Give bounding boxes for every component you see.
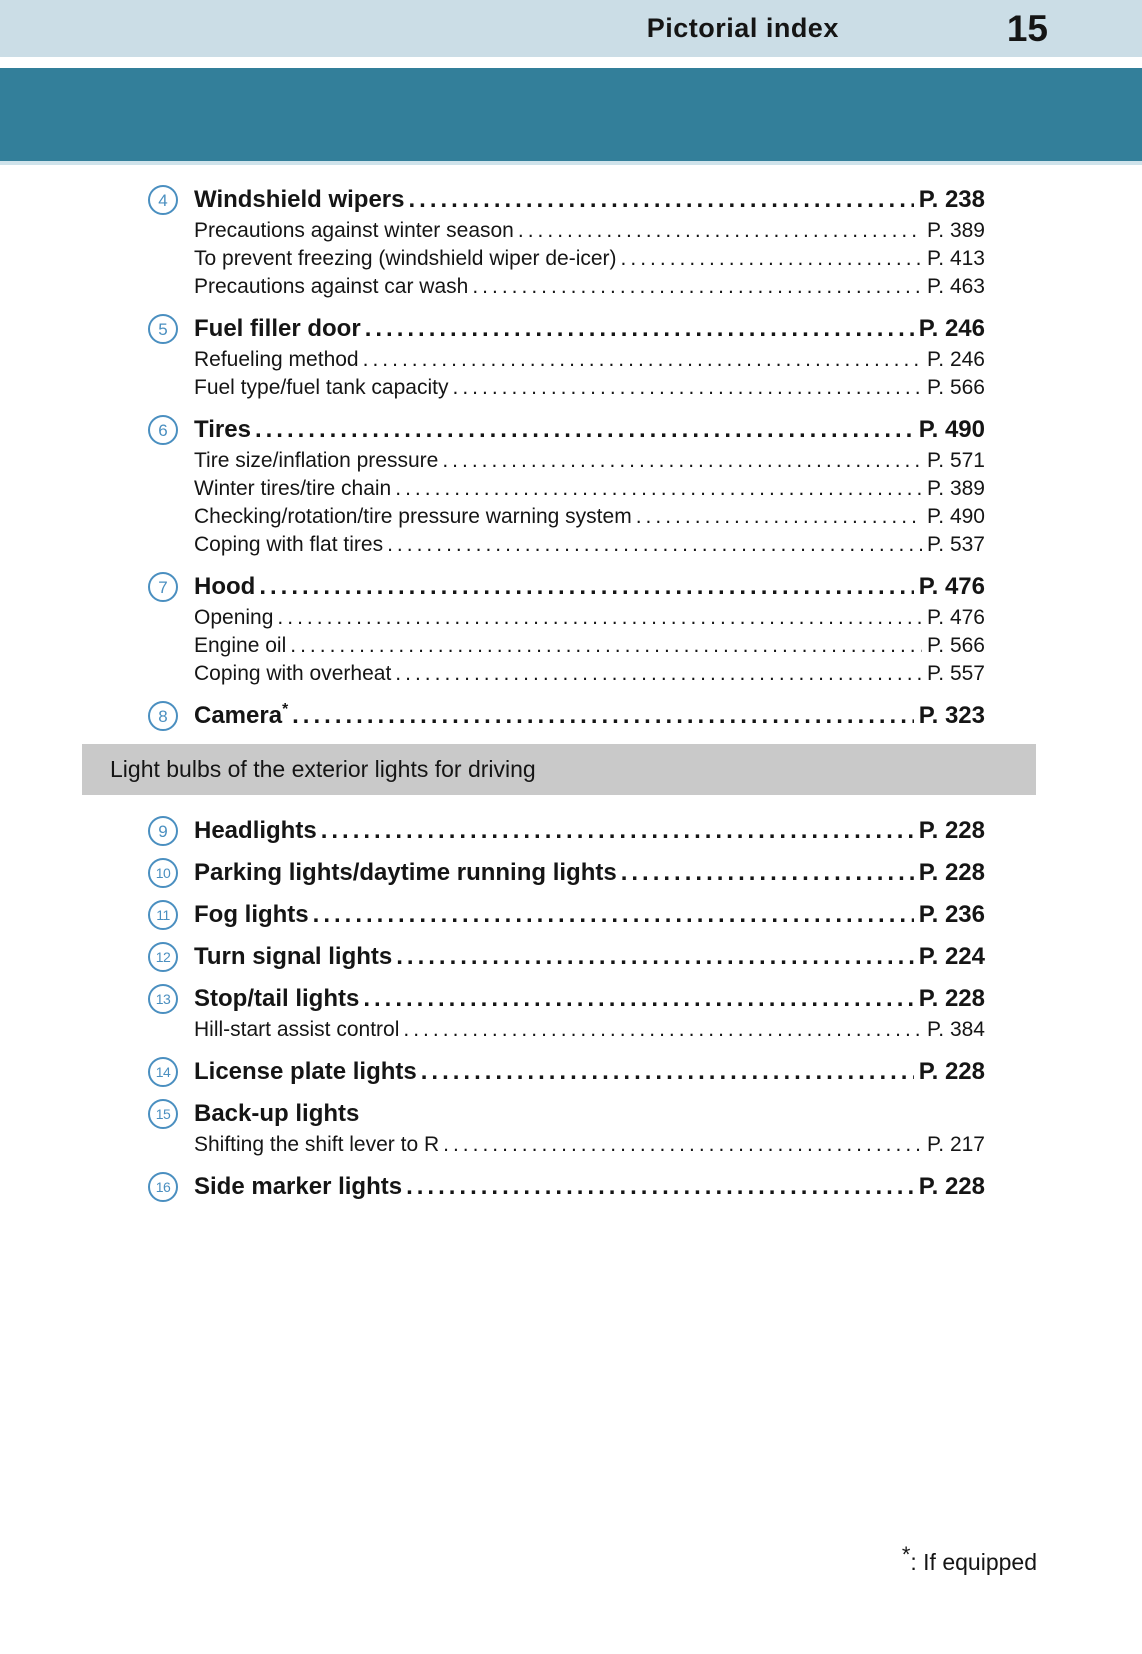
entry-label: Fuel filler door [194, 315, 361, 342]
entry-page: P. 238 [918, 186, 985, 213]
subentry-label: Checking/rotation/tire pressure warning system [194, 505, 632, 528]
toc-subentry [0, 503, 1142, 531]
leader-dots [518, 217, 922, 245]
toc-group [0, 814, 1142, 848]
subentry-label: Fuel type/fuel tank capacity [194, 376, 449, 399]
entry-number-badge: 8 [148, 701, 178, 731]
subentry-label: Opening [194, 606, 274, 629]
section-band-label: Light bulbs of the exterior lights for driving [110, 756, 536, 782]
subentry-label: Engine oil [194, 634, 287, 657]
entry-label: Camera* [194, 701, 289, 729]
toc-group [0, 1170, 1142, 1204]
entry-label: License plate lights [194, 1058, 417, 1085]
toc-group [0, 898, 1142, 932]
entry-label: Turn signal lights [194, 943, 393, 970]
toc-group [0, 1055, 1142, 1089]
toc-subentry [0, 1016, 1142, 1044]
toc-subentry [0, 604, 1142, 632]
toc-subentry [0, 475, 1142, 503]
subentry-page: P. 246 [926, 348, 985, 371]
entry-number-badge: 16 [148, 1172, 178, 1202]
toc-subentry [0, 660, 1142, 688]
toc-entry [0, 940, 1142, 974]
subentry-page: P. 537 [926, 533, 985, 556]
entry-number-badge: 6 [148, 415, 178, 445]
leader-dots [621, 856, 914, 890]
entry-number-badge: 9 [148, 816, 178, 846]
toc-subentry [0, 1131, 1142, 1159]
toc-group [0, 183, 1142, 301]
toc-group [0, 1097, 1142, 1159]
leader-dots [396, 940, 913, 974]
leader-dots [277, 604, 922, 632]
toc-group [0, 940, 1142, 974]
toc-entry [0, 312, 1142, 346]
entry-number-badge: 5 [148, 314, 178, 344]
section-band [82, 744, 1036, 795]
entry-label: Parking lights/daytime running lights [194, 859, 617, 886]
toc-group [0, 699, 1142, 733]
leader-dots [442, 447, 922, 475]
entry-label: Stop/tail lights [194, 985, 360, 1012]
subentry-page: P. 413 [926, 247, 985, 270]
toc-entry [0, 814, 1142, 848]
subentry-label: Precautions against car wash [194, 275, 469, 298]
subentry-page: P. 389 [926, 477, 985, 500]
toc-subentry [0, 217, 1142, 245]
entry-page: P. 228 [918, 817, 985, 844]
entry-number-badge: 4 [148, 185, 178, 215]
entry-label: Side marker lights [194, 1173, 403, 1200]
subentry-label: To prevent freezing (windshield wiper de-icer) [194, 247, 617, 270]
subentry-page: P. 217 [926, 1133, 985, 1156]
subentry-page: P. 476 [926, 606, 985, 629]
leader-dots [421, 1055, 914, 1089]
footnote-text: : If equipped [910, 1549, 1037, 1575]
subentry-label: Coping with flat tires [194, 533, 384, 556]
entry-number-badge: 13 [148, 984, 178, 1014]
footnote [0, 1542, 1142, 1576]
footnote-asterisk: * [901, 1542, 911, 1567]
entry-page: P. 228 [918, 859, 985, 886]
leader-dots [290, 632, 922, 660]
leader-dots [636, 503, 922, 531]
toc-entry [0, 570, 1142, 604]
page-header [0, 0, 1142, 57]
entry-number-badge: 15 [148, 1099, 178, 1129]
toc-entry [0, 982, 1142, 1016]
leader-dots [621, 245, 922, 273]
toc-content [0, 165, 1142, 1576]
toc-list-bottom [0, 814, 1142, 1204]
toc-subentry [0, 531, 1142, 559]
entry-page: P. 490 [918, 416, 985, 443]
entry-label: Hood [194, 573, 256, 600]
toc-subentry [0, 632, 1142, 660]
entry-number-badge: 7 [148, 572, 178, 602]
subentry-label: Coping with overheat [194, 662, 392, 685]
toc-entry [0, 1055, 1142, 1089]
entry-label: Headlights [194, 817, 317, 844]
entry-number-badge: 11 [148, 900, 178, 930]
subentry-page: P. 384 [926, 1018, 985, 1041]
toc-group [0, 982, 1142, 1044]
entry-label: Tires [194, 416, 251, 443]
toc-list-top [0, 183, 1142, 733]
entry-label: Fog lights [194, 901, 309, 928]
leader-dots [292, 699, 914, 733]
entry-page: P. 228 [918, 985, 985, 1012]
leader-dots [365, 312, 914, 346]
toc-group [0, 312, 1142, 402]
toc-subentry [0, 245, 1142, 273]
subentry-page: P. 571 [926, 449, 985, 472]
leader-dots [443, 1131, 922, 1159]
entry-page: P. 476 [918, 573, 985, 600]
subentry-label: Tire size/inflation pressure [194, 449, 439, 472]
subentry-label: Refueling method [194, 348, 359, 371]
toc-entry [0, 1097, 1142, 1131]
entry-page: P. 236 [918, 901, 985, 928]
entry-number-badge: 10 [148, 858, 178, 888]
entry-page: P. 224 [918, 943, 985, 970]
leader-dots [363, 982, 913, 1016]
toc-subentry [0, 273, 1142, 301]
leader-dots [255, 413, 914, 447]
subentry-page: P. 490 [926, 505, 985, 528]
leader-dots [259, 570, 913, 604]
entry-number-badge: 12 [148, 942, 178, 972]
subentry-page: P. 566 [926, 376, 985, 399]
leader-dots [321, 814, 914, 848]
leader-dots [313, 898, 914, 932]
leader-dots [472, 273, 922, 301]
page-number: 15 [1006, 7, 1048, 49]
leader-dots [395, 475, 922, 503]
leader-dots [403, 1016, 922, 1044]
subentry-label: Winter tires/tire chain [194, 477, 392, 500]
entry-page: P. 228 [918, 1058, 985, 1085]
toc-subentry [0, 346, 1142, 374]
toc-entry [0, 1170, 1142, 1204]
leader-dots [406, 1170, 914, 1204]
subentry-page: P. 463 [926, 275, 985, 298]
leader-dots [363, 346, 922, 374]
leader-dots [408, 183, 913, 217]
leader-dots [452, 374, 922, 402]
toc-subentry [0, 447, 1142, 475]
entry-page: P. 228 [918, 1173, 985, 1200]
entry-number-badge: 14 [148, 1057, 178, 1087]
subentry-page: P. 557 [926, 662, 985, 685]
leader-dots [387, 531, 922, 559]
subentry-label: Precautions against winter season [194, 219, 514, 242]
subentry-page: P. 389 [926, 219, 985, 242]
leader-dots [395, 660, 922, 688]
toc-entry [0, 856, 1142, 890]
entry-page: P. 246 [918, 315, 985, 342]
toc-entry [0, 413, 1142, 447]
toc-entry [0, 699, 1142, 733]
entry-page: P. 323 [918, 702, 985, 729]
entry-label: Windshield wipers [194, 186, 405, 213]
entry-label: Back-up lights [194, 1100, 360, 1127]
toc-group [0, 570, 1142, 688]
teal-banner [0, 68, 1142, 161]
toc-group [0, 413, 1142, 559]
toc-group [0, 856, 1142, 890]
toc-entry [0, 183, 1142, 217]
toc-subentry [0, 374, 1142, 402]
entry-asterisk: * [282, 701, 289, 718]
subentry-page: P. 566 [926, 634, 985, 657]
header-section-title: Pictorial index [646, 13, 839, 43]
subentry-label: Shifting the shift lever to R [194, 1133, 440, 1156]
subentry-label: Hill-start assist control [194, 1018, 400, 1041]
toc-entry [0, 898, 1142, 932]
